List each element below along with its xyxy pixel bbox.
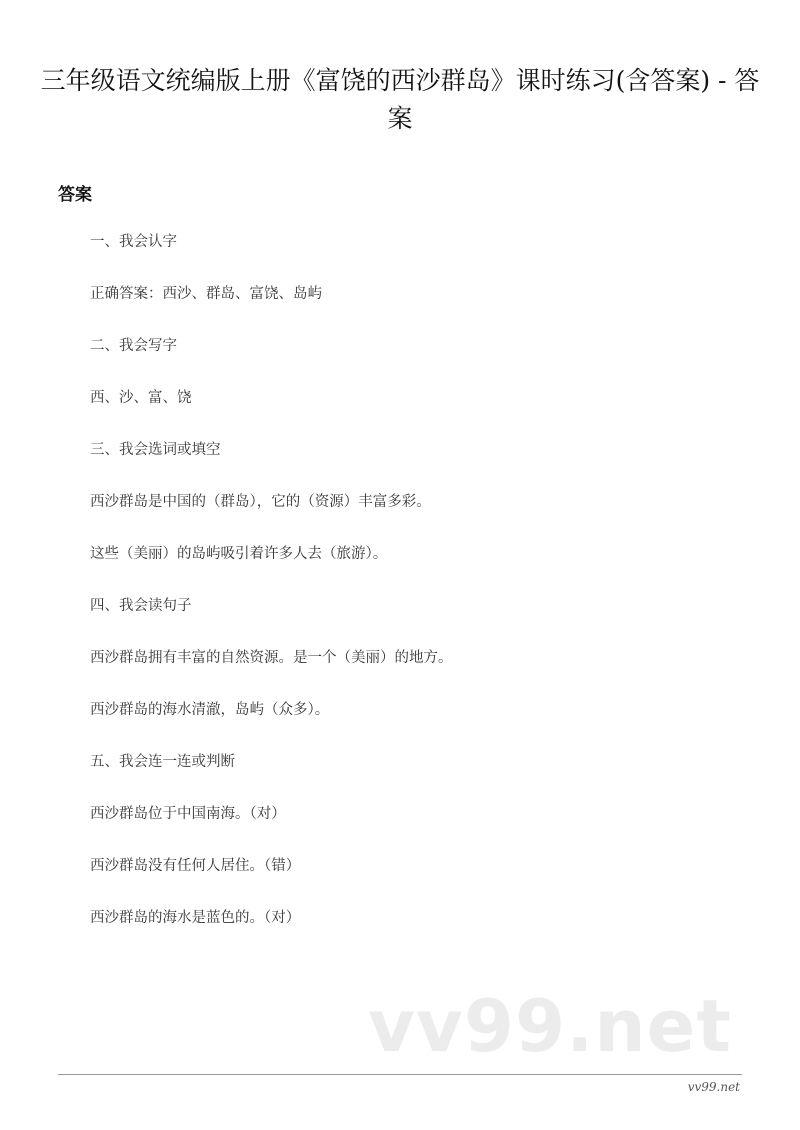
section-heading: 答案 [58, 185, 92, 205]
question-heading: 二、我会写字 [90, 338, 177, 354]
answer-line: 西沙群岛的海水是蓝色的。（对） [90, 910, 301, 926]
page-title: 三年级语文统编版上册《富饶的西沙群岛》课时练习(含答案) - 答案 [40, 66, 760, 133]
answer-line: 西沙群岛的海水清澈，岛屿（众多）。 [90, 702, 330, 718]
answer-line: 西、沙、富、饶 [90, 390, 192, 406]
answer-line: 西沙群岛拥有丰富的自然资源。是一个（美丽）的地方。 [90, 650, 453, 666]
answer-line: 这些（美丽）的岛屿吸引着许多人去（旅游）。 [90, 546, 388, 562]
answer-line: 正确答案：西沙、群岛、富饶、岛屿 [90, 286, 322, 302]
answer-line: 西沙群岛没有任何人居住。（错） [90, 858, 301, 874]
footer-site-label: vv99.net [687, 1080, 740, 1094]
question-heading: 三、我会选词或填空 [90, 442, 221, 458]
answer-line: 西沙群岛位于中国南海。（对） [90, 806, 286, 822]
question-heading: 四、我会读句子 [90, 598, 192, 614]
answer-list [90, 232, 750, 960]
question-heading: 五、我会连一连或判断 [90, 754, 235, 770]
watermark: vv99.net [368, 984, 732, 1068]
footer-divider [58, 1074, 742, 1075]
question-heading: 一、我会认字 [90, 234, 177, 250]
answer-line: 西沙群岛是中国的（群岛），它的（资源）丰富多彩。 [90, 494, 431, 510]
